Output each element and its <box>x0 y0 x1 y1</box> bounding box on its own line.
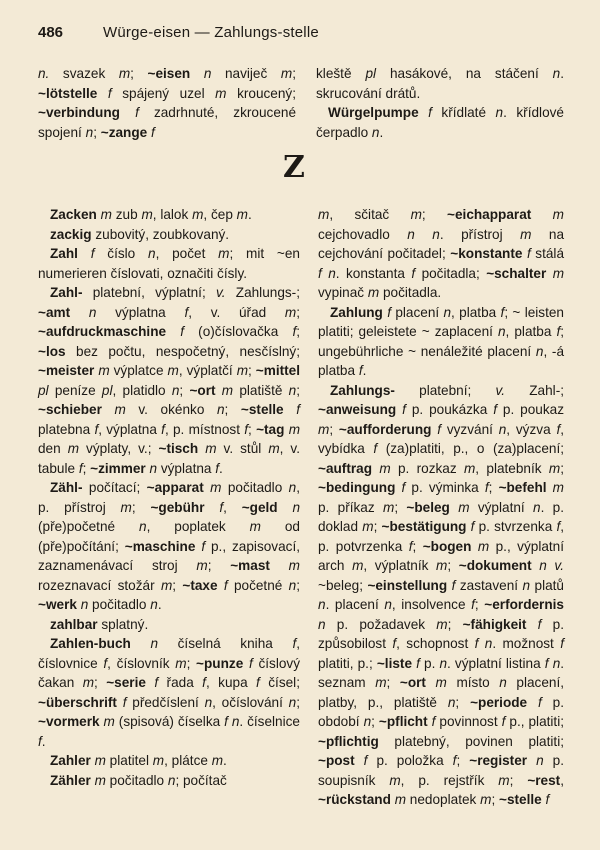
column-top-right <box>316 64 564 142</box>
dictionary-entry: Zähler m počitadlo n; počítač <box>50 772 227 788</box>
dictionary-entry: Zahler m platitel m, plátce m. <box>50 753 227 768</box>
running-title: Würge-eisen — Zahlungs-stelle <box>103 24 319 41</box>
dictionary-entry: Würgelpumpe f křídlaté n. křídlové čerpadlo n. <box>316 105 564 140</box>
dictionary-entry: zackig zubovitý, zoubkovaný. <box>50 226 230 242</box>
column-top-left <box>38 64 296 142</box>
dictionary-entry: kleště pl hasákové, na stáčení n. skrucování drátů. <box>316 66 564 101</box>
dictionary-entry: zahlbar splatný. <box>50 616 149 632</box>
dictionary-entry: Zähl- počítací; ~apparat m počitadlo n, p. přístroj m; ~gebühr f, ~geld n (pře)početné n, poplatek m od (pře)počítání; ~maschine f p., zapisovací, zaznamenávací stroj m; ~mast m rozeznavací stožár m; ~taxe f početné n; ~werk n počitadlo n. <box>38 480 301 612</box>
column-bottom-left <box>38 205 300 790</box>
column-bottom-right <box>318 205 564 810</box>
dictionary-entry: m, sčitač m; ~eichapparat m cejchovadlo n n. přístroj m na cejchování počitadel; ~konstante f stálá f n. konstanta f počitadla; ~schalter m vypinač m počitadla. <box>318 207 565 300</box>
dictionary-entry: Zahlen-buch n číselná kniha f, číslovnice f, číslovník m; ~punze f číslový čakan m; ~serie f řada f, kupa f čísel; ~überschrift f předčíslení n, očíslování n; ~vormerk m (spisová) číselka f n. číselnice f. <box>38 636 300 749</box>
dictionary-entry: n. svazek m; ~eisen n naviječ m; ~lötstelle f spájený uzel m kroucený; ~verbindung f zadrhnuté, zkroucené spojení n; ~zange f <box>38 66 297 140</box>
letter-heading: Z <box>283 150 305 185</box>
dictionary-entry: Zacken m zub m, lalok m, čep m. <box>50 207 252 222</box>
dictionary-entry: Zahlung f placení n, platba f; ~ leisten platiti; geleistete ~ zaplacení n, platba f; ungebührliche ~ nenáležité placení n, -á platba f. <box>318 304 564 378</box>
dictionary-entry: Zahl f číslo n, počet m; mit ~en numerieren číslovati, označiti čísly. <box>38 246 300 281</box>
dictionary-entry: Zahlungs- platební; v. Zahl-; ~anweisung f p. poukázka f p. poukaz m; ~aufforderung f vyzvání n, výzva f, vybídka f (za)platiti, p., o (za)placení; ~auftrag m p. rozkaz m, platebník m; ~bedingung f p. výminka f; ~befehl m p. příkaz m; ~beleg m výplatní n. p. doklad m; ~bestätigung f p. stvrzenka f, p. potvrzenka f; ~bogen m p., výplatní arch m, výplatník m; ~dokument n v. ~beleg; ~einstellung f zastavení n platů n. placení n, insolvence f; ~erfordernis n p. požadavek m; ~fähigkeit f p. způsobilost f, schopnost f n. možnost f platiti, p.; ~liste f p. n. výplatní listina f n. seznam m; ~ort m místo n placení, platby, p., platiště n; ~periode f p. období n; ~pflicht f povinnost f p., platiti; ~pflichtig platebný, povinen platiti; ~post f p. položka f; ~register n p. soupisník m, p. rejstřík m; ~rest, ~rückstand m nedoplatek m; ~stelle f <box>318 382 565 807</box>
page-header <box>38 24 560 41</box>
page-number: 486 <box>38 24 64 41</box>
dictionary-entry: Zahl- platební, výplatní; v. Zahlungs-; ~amt n výplatna f, v. úřad m; ~aufdruckmaschine f (o)číslovačka f; ~los bez počtu, nespočetný, nesčíslný; ~meister m výplatce m, výplatčí m; ~mittel pl peníze pl, platidlo n; ~ort m platiště n; ~schieber m v. okénko n; ~stelle f platebna f, výplatna f, p. místnost f; ~tag m den m výplaty, v.; ~tisch m v. stůl m, v. tabule f; ~zimmer n výplatna f. <box>38 285 301 476</box>
